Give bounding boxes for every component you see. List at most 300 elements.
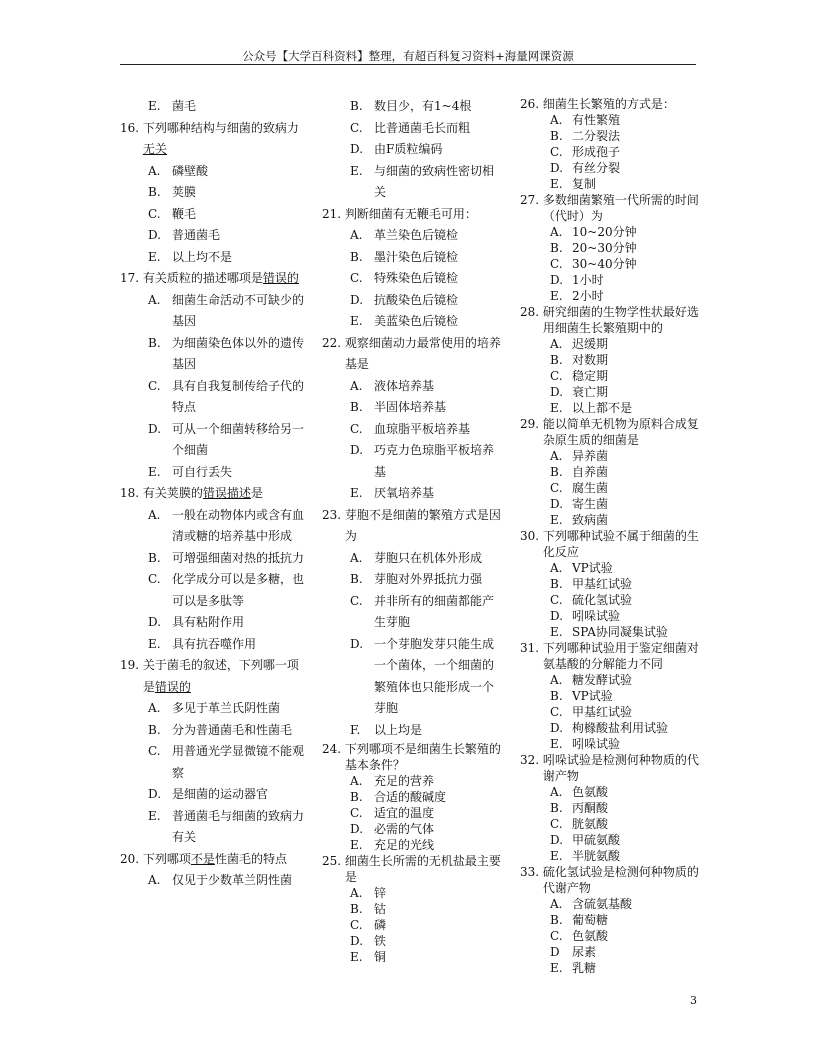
option-text: 铁 xyxy=(374,934,387,948)
option-text: 糖发酵试验 xyxy=(572,673,633,687)
question-text xyxy=(143,655,308,698)
question xyxy=(520,528,700,560)
option-label: D. xyxy=(148,421,162,436)
option-text: 尿素 xyxy=(572,945,597,959)
question-text xyxy=(543,96,700,112)
question-text-part: 细菌生长所需的无机盐最主要是 xyxy=(344,854,501,884)
option-text: 枸橼酸盐利用试验 xyxy=(572,721,669,735)
question-number: 25. xyxy=(322,854,345,868)
question xyxy=(322,741,502,773)
answer-option xyxy=(120,290,308,333)
option-text: 磷 xyxy=(374,918,387,932)
option-label: A. xyxy=(148,873,161,887)
question xyxy=(322,204,502,226)
option-text: 甲硫氨酸 xyxy=(572,833,621,847)
option-text: 可增强细菌对热的抵抗力 xyxy=(172,550,305,565)
option-text: 巧克力色琼脂平板培养基 xyxy=(374,443,495,479)
option-text: 以上均不是 xyxy=(172,249,233,264)
column-3 xyxy=(520,96,700,976)
option-label: D. xyxy=(148,228,162,242)
option-label: E. xyxy=(550,289,563,303)
option-label: C. xyxy=(550,145,563,159)
option-label: D. xyxy=(350,443,364,457)
question-text xyxy=(543,528,700,560)
option-label: B. xyxy=(550,241,563,255)
answer-option xyxy=(120,505,308,548)
option-text: 磷壁酸 xyxy=(172,163,209,178)
option-label: A. xyxy=(550,897,563,911)
option-text: 菌毛 xyxy=(172,99,197,113)
option-label: C. xyxy=(350,421,363,436)
question xyxy=(520,192,700,224)
option-text: 色氨酸 xyxy=(572,785,609,799)
option-label: C. xyxy=(350,120,363,135)
answer-option xyxy=(520,896,700,912)
option-text: 葡萄糖 xyxy=(572,913,609,927)
option-text: 细菌生命活动不可缺少的基因 xyxy=(172,292,305,328)
answer-option xyxy=(520,784,700,800)
option-text: 甲基红试验 xyxy=(572,577,633,591)
answer-option xyxy=(120,225,308,247)
answer-option xyxy=(322,933,502,949)
option-label: A. xyxy=(550,225,563,239)
option-label: D. xyxy=(350,142,364,156)
answer-option xyxy=(520,224,700,240)
option-label: A. xyxy=(148,292,161,307)
question xyxy=(520,416,700,448)
answer-option xyxy=(322,885,502,901)
option-label: C. xyxy=(550,481,563,495)
question-text-part: 关于菌毛的叙述，下列哪一项是 xyxy=(142,658,299,694)
answer-option xyxy=(520,240,700,256)
question-text-part: 多数细菌繁殖一代所需的时间（代时）为 xyxy=(542,193,699,223)
page-number: 3 xyxy=(690,994,697,1007)
answer-option xyxy=(520,480,700,496)
option-label: E. xyxy=(350,838,363,852)
answer-option xyxy=(520,144,700,160)
answer-option xyxy=(322,773,502,789)
option-text: 必需的气体 xyxy=(374,822,435,836)
question-text-part: 硫化氢试验是检测何种物质的代谢产物 xyxy=(542,865,699,895)
option-text: 数目少，有1~4根 xyxy=(374,99,472,113)
option-text: 可从一个细菌转移给另一个细菌 xyxy=(172,421,305,457)
option-text: 复制 xyxy=(572,177,597,191)
answer-option xyxy=(520,336,700,352)
option-label: E. xyxy=(148,636,161,651)
option-text: 吲哚试验 xyxy=(572,609,621,623)
answer-option xyxy=(520,272,700,288)
question-number: 28. xyxy=(520,305,543,319)
answer-option xyxy=(322,419,502,441)
question-text-emphasis: 错误描述 xyxy=(202,486,251,500)
question xyxy=(120,849,308,871)
option-text: 液体培养基 xyxy=(374,378,435,393)
option-label: B. xyxy=(550,465,563,479)
option-label: D. xyxy=(550,385,564,399)
option-label: A. xyxy=(350,886,363,900)
option-label: B. xyxy=(550,129,563,143)
option-text: 合适的酸碱度 xyxy=(374,790,447,804)
question-text-part: 是 xyxy=(250,486,263,500)
answer-option xyxy=(520,832,700,848)
option-label: B. xyxy=(550,689,563,703)
option-label: C. xyxy=(148,378,161,393)
answer-option xyxy=(520,368,700,384)
option-label: C. xyxy=(550,929,563,943)
answer-option xyxy=(520,608,700,624)
question-text xyxy=(543,752,700,784)
question-number: 27. xyxy=(520,193,543,207)
option-text: 迟缓期 xyxy=(572,337,609,351)
option-label: C. xyxy=(148,744,161,758)
option-text: 2小时 xyxy=(572,289,604,303)
question-text-part: 细菌生长繁殖的方式是： xyxy=(542,97,675,111)
option-label: D. xyxy=(550,609,564,623)
option-label: A. xyxy=(550,113,563,127)
question-text-part: 观察细菌动力最常使用的培养基是 xyxy=(344,335,501,371)
question-text-emphasis: 不是 xyxy=(190,851,215,866)
answer-option xyxy=(520,560,700,576)
option-text: 特殊染色后镜检 xyxy=(374,271,459,285)
answer-option xyxy=(520,944,700,960)
option-text: 二分裂法 xyxy=(572,129,621,143)
option-text: 荚膜 xyxy=(172,185,197,199)
answer-option xyxy=(120,182,308,204)
answer-option xyxy=(120,548,308,570)
option-label: C. xyxy=(350,593,363,608)
option-text: 一般在动物体内或含有血清或糖的培养基中形成 xyxy=(172,507,305,543)
option-text: 有丝分裂 xyxy=(572,161,621,175)
option-label: A. xyxy=(148,163,161,178)
option-text: 吲哚试验 xyxy=(572,737,621,751)
answer-option xyxy=(120,333,308,376)
option-label: C. xyxy=(350,918,363,932)
option-text: SPA协同凝集试验 xyxy=(572,625,668,639)
option-label: B. xyxy=(148,722,161,737)
answer-option xyxy=(120,569,308,612)
option-text: 有性繁殖 xyxy=(572,113,621,127)
answer-option xyxy=(120,870,308,892)
option-label: C. xyxy=(550,257,563,271)
question-text-part: 下列哪种结构与细菌的致病力 xyxy=(142,120,299,135)
option-label: D. xyxy=(350,822,364,836)
question xyxy=(520,96,700,112)
question-number: 21. xyxy=(322,206,345,221)
option-text: 腐生菌 xyxy=(572,481,609,495)
question xyxy=(322,853,502,885)
question-number: 31. xyxy=(520,641,543,655)
answer-option xyxy=(520,960,700,976)
question-text-part: 判断细菌有无鞭毛可用： xyxy=(344,206,477,221)
question-text-part: 有关荚膜的 xyxy=(142,486,203,500)
option-text: 普通菌毛 xyxy=(172,228,221,242)
option-text: 致病菌 xyxy=(572,513,609,527)
option-label: A. xyxy=(550,785,563,799)
question-text xyxy=(345,204,502,226)
option-text: 适宜的温度 xyxy=(374,806,435,820)
option-label: E. xyxy=(350,950,363,964)
answer-option xyxy=(520,928,700,944)
question-text-emphasis: 错误的 xyxy=(154,679,191,694)
question-text xyxy=(543,192,700,224)
option-label: D. xyxy=(148,615,162,629)
option-label: B. xyxy=(148,550,161,565)
option-text: 甲基红试验 xyxy=(572,705,633,719)
answer-option xyxy=(520,912,700,928)
answer-option xyxy=(120,784,308,806)
answer-option xyxy=(520,688,700,704)
option-text: 寄生菌 xyxy=(572,497,609,511)
question-text-part: 吲哚试验是检测何种物质的代谢产物 xyxy=(542,753,699,783)
option-label: E. xyxy=(550,737,563,751)
question xyxy=(520,864,700,896)
question xyxy=(520,304,700,336)
answer-option xyxy=(322,949,502,965)
option-label: A. xyxy=(350,774,363,788)
answer-option xyxy=(322,901,502,917)
option-label: B. xyxy=(148,335,161,350)
header-divider xyxy=(120,64,696,65)
question-text-part: 下列哪种试验不属于细菌的生化反应 xyxy=(542,529,699,559)
option-label: E. xyxy=(550,401,563,415)
option-text: 20~30分钟 xyxy=(572,241,637,255)
question-text-part: 能以简单无机物为原料合成复杂原生质的细菌是 xyxy=(542,417,699,447)
answer-option xyxy=(520,848,700,864)
question-text xyxy=(345,853,502,885)
option-text: 铜 xyxy=(374,950,387,964)
question-text-part: 性菌毛的特点 xyxy=(214,851,287,866)
option-text: 一个芽胞发芽只能生成一个菌体，一个细菌的繁殖体也只能形成一个芽胞 xyxy=(374,636,495,715)
answer-option xyxy=(322,720,502,742)
question-number: 20. xyxy=(120,851,143,866)
option-label: D. xyxy=(550,161,564,175)
option-label: D. xyxy=(148,787,162,801)
answer-option xyxy=(520,592,700,608)
option-text: 半胱氨酸 xyxy=(572,849,621,863)
question-number: 16. xyxy=(120,120,143,135)
answer-option xyxy=(322,247,502,269)
answer-option xyxy=(120,96,308,118)
question-number: 33. xyxy=(520,865,543,879)
option-text: 芽胞对外界抵抗力强 xyxy=(374,572,483,586)
answer-option xyxy=(322,139,502,161)
option-label: A. xyxy=(148,701,161,715)
question xyxy=(120,118,308,161)
option-label: D. xyxy=(350,636,364,651)
option-text: 并非所有的细菌都能产生芽胞 xyxy=(374,593,495,629)
option-text: 30~40分钟 xyxy=(572,257,637,271)
answer-option xyxy=(520,576,700,592)
option-text: 具有自我复制传给子代的特点 xyxy=(172,378,305,414)
option-label: D. xyxy=(550,497,564,511)
column-1 xyxy=(120,96,308,892)
answer-option xyxy=(120,741,308,784)
question-number: 32. xyxy=(520,753,543,767)
option-label: E. xyxy=(350,486,363,500)
answer-option xyxy=(520,704,700,720)
answer-option xyxy=(520,352,700,368)
option-label: A. xyxy=(550,561,563,575)
question-number: 24. xyxy=(322,742,345,756)
answer-option xyxy=(120,204,308,226)
question-text-part: 有关质粒的描述哪项是 xyxy=(142,271,263,285)
option-label: D. xyxy=(550,721,564,735)
question xyxy=(120,655,308,698)
answer-option xyxy=(322,96,502,118)
option-text: 普通菌毛与细菌的致病力有关 xyxy=(172,808,305,844)
answer-option xyxy=(322,290,502,312)
answer-option xyxy=(520,736,700,752)
answer-option xyxy=(520,256,700,272)
answer-option xyxy=(120,634,308,656)
question-text-part: 下列哪项 xyxy=(142,851,191,866)
option-label: B. xyxy=(550,801,563,815)
option-text: 芽胞只在机体外形成 xyxy=(374,550,483,565)
answer-option xyxy=(322,225,502,247)
answer-option xyxy=(120,462,308,484)
option-text: 与细菌的致病性密切相关 xyxy=(374,163,495,199)
option-text: 10~20分钟 xyxy=(572,225,637,239)
question xyxy=(520,752,700,784)
answer-option xyxy=(520,384,700,400)
option-label: A. xyxy=(350,378,363,393)
option-text: 具有粘附作用 xyxy=(172,615,245,629)
question-text xyxy=(345,505,502,548)
question-text-part: 下列哪种试验用于鉴定细菌对氨基酸的分解能力不同 xyxy=(542,641,699,671)
option-label: B. xyxy=(550,913,563,927)
option-label: D xyxy=(550,945,560,959)
option-text: 异养菌 xyxy=(572,449,609,463)
option-label: E. xyxy=(350,314,363,328)
answer-option xyxy=(322,837,502,853)
option-text: 衰亡期 xyxy=(572,385,609,399)
answer-option xyxy=(322,483,502,505)
answer-option xyxy=(322,821,502,837)
option-text: 对数期 xyxy=(572,353,609,367)
option-text: 胱氨酸 xyxy=(572,817,609,831)
option-label: E. xyxy=(550,625,563,639)
option-text: 用普通光学显微镜不能观察 xyxy=(172,744,305,780)
question-text-emphasis: 错误的 xyxy=(262,271,299,285)
option-label: D. xyxy=(550,273,564,287)
answer-option xyxy=(520,512,700,528)
answer-option xyxy=(322,311,502,333)
answer-option xyxy=(322,917,502,933)
option-text: 乳糖 xyxy=(572,961,597,975)
option-label: E. xyxy=(350,163,363,178)
option-text: 具有抗吞噬作用 xyxy=(172,636,257,651)
question-text xyxy=(543,304,700,336)
option-text: 墨汁染色后镜检 xyxy=(374,249,459,264)
question-text xyxy=(543,864,700,896)
option-label: D. xyxy=(550,833,564,847)
option-label: B. xyxy=(350,790,363,804)
answer-option xyxy=(120,698,308,720)
answer-option xyxy=(120,419,308,462)
option-text: 半固体培养基 xyxy=(374,400,447,414)
answer-option xyxy=(520,160,700,176)
question xyxy=(322,333,502,376)
answer-option xyxy=(520,288,700,304)
question-text xyxy=(143,268,308,290)
option-label: C. xyxy=(350,271,363,285)
answer-option xyxy=(520,800,700,816)
answer-option xyxy=(322,118,502,140)
answer-option xyxy=(520,624,700,640)
option-label: D. xyxy=(350,934,364,948)
option-label: E. xyxy=(148,808,161,823)
option-text: 比普通菌毛长而粗 xyxy=(374,120,471,135)
option-label: B. xyxy=(350,902,363,916)
option-text: 化学成分可以是多糖，也可以是多肽等 xyxy=(172,572,305,608)
answer-option xyxy=(322,634,502,720)
option-text: 厌氧培养基 xyxy=(374,486,435,500)
answer-option xyxy=(520,128,700,144)
question-text-emphasis: 无关 xyxy=(142,142,167,156)
option-label: E. xyxy=(550,849,563,863)
option-label: C. xyxy=(350,806,363,820)
option-label: E. xyxy=(550,177,563,191)
option-text: 鞭毛 xyxy=(172,206,197,221)
option-text: 为细菌染色体以外的遗传基因 xyxy=(172,335,305,371)
option-text: 含硫氨基酸 xyxy=(572,897,633,911)
option-label: C. xyxy=(550,817,563,831)
option-text: 硫化氢试验 xyxy=(572,593,633,607)
option-label: B. xyxy=(350,400,363,414)
option-text: 血琼脂平板培养基 xyxy=(374,421,471,436)
option-text: 锌 xyxy=(374,886,387,900)
option-text: 分为普通菌毛和性菌毛 xyxy=(172,722,293,737)
answer-option xyxy=(520,720,700,736)
option-label: E. xyxy=(550,961,563,975)
option-label: C. xyxy=(550,369,563,383)
option-text: 是细菌的运动器官 xyxy=(172,787,269,801)
question-number: 30. xyxy=(520,529,543,543)
answer-option xyxy=(322,591,502,634)
answer-option xyxy=(520,112,700,128)
option-text: 充足的营养 xyxy=(374,774,435,788)
answer-option xyxy=(322,789,502,805)
question-number: 29. xyxy=(520,417,543,431)
option-label: A. xyxy=(550,673,563,687)
option-text: 稳定期 xyxy=(572,369,609,383)
question-text-part: 下列哪项不是细菌生长繁殖的基本条件？ xyxy=(344,742,501,772)
answer-option xyxy=(520,448,700,464)
option-label: B. xyxy=(148,185,161,199)
option-label: C. xyxy=(148,572,161,586)
answer-option xyxy=(520,816,700,832)
question-text xyxy=(543,640,700,672)
option-label: E. xyxy=(148,99,161,113)
option-text: 1小时 xyxy=(572,273,604,287)
option-text: 自养菌 xyxy=(572,465,609,479)
option-text: VP试验 xyxy=(572,561,613,575)
option-text: 以上均是 xyxy=(374,722,423,737)
option-text: 钴 xyxy=(374,902,387,916)
option-text: 色氨酸 xyxy=(572,929,609,943)
question-text xyxy=(345,333,502,376)
question-text-part: 芽胞不是细菌的繁殖方式是因为 xyxy=(344,507,501,543)
column-2 xyxy=(322,96,502,965)
option-label: B. xyxy=(350,249,363,264)
option-text: 形成孢子 xyxy=(572,145,621,159)
answer-option xyxy=(120,612,308,634)
answer-option xyxy=(322,376,502,398)
answer-option xyxy=(520,464,700,480)
answer-option xyxy=(520,672,700,688)
option-label: E. xyxy=(550,513,563,527)
option-label: C. xyxy=(148,206,161,221)
